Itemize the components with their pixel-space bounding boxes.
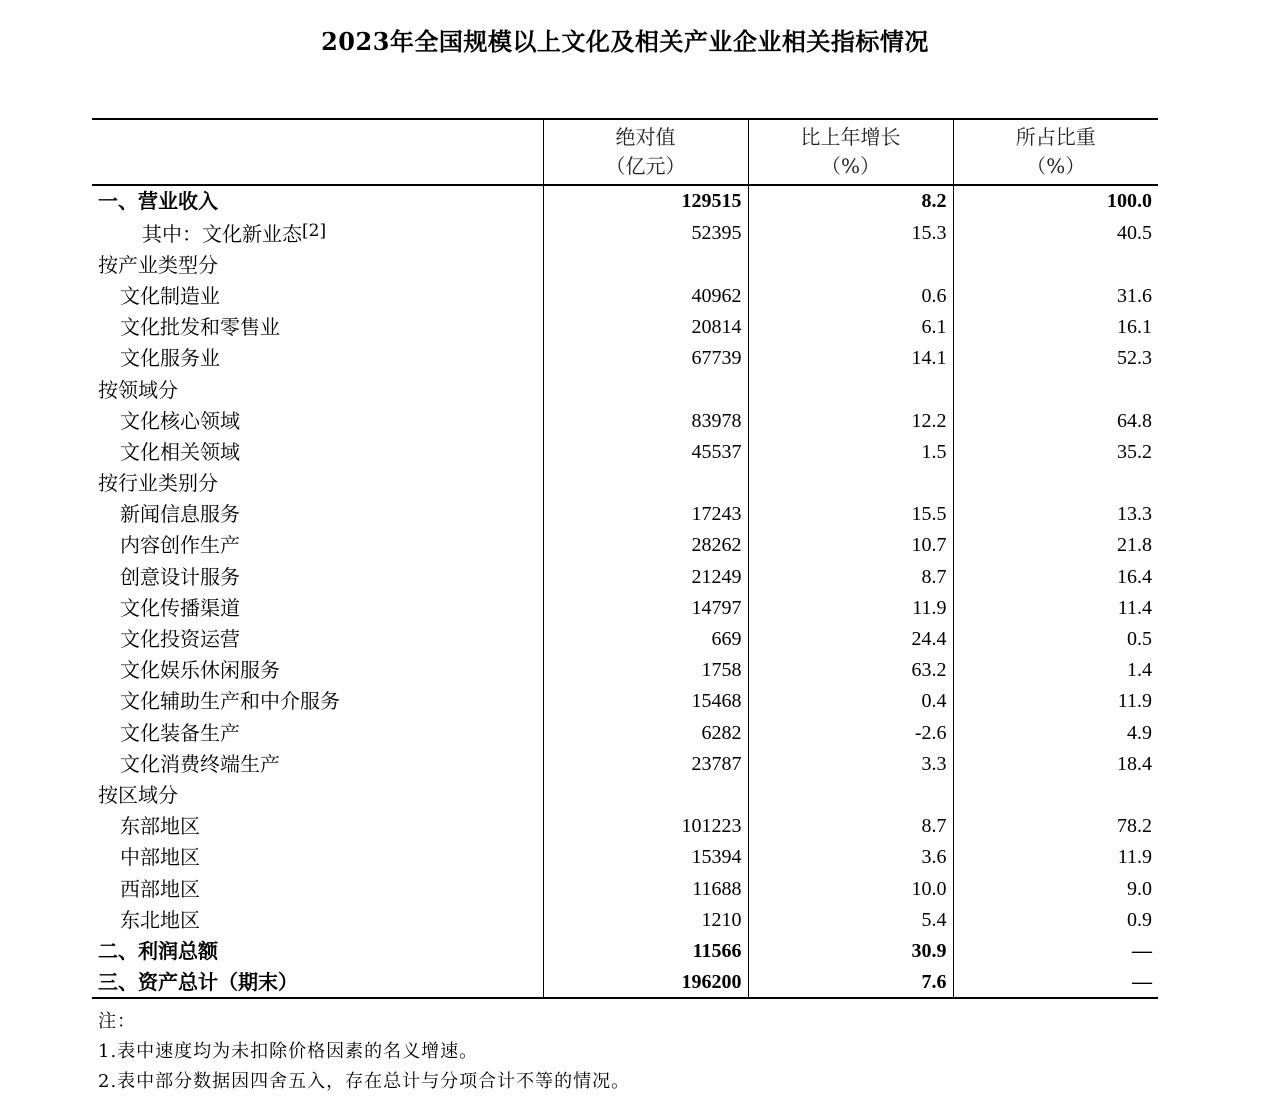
- share-cell: 16.1: [953, 312, 1158, 343]
- row-label-text: 新闻信息服务: [120, 502, 240, 527]
- row-label: [92, 405, 543, 436]
- row-label-text: 文化相关领域: [120, 439, 240, 464]
- footnote-heading: 注：: [98, 1011, 136, 1032]
- row-label: [92, 842, 543, 873]
- absolute-value-cell: [543, 374, 748, 405]
- absolute-value-cell: 129515: [543, 185, 748, 216]
- growth-cell: 30.9: [748, 935, 953, 966]
- table-row: [92, 748, 1158, 779]
- absolute-value-cell: 28262: [543, 530, 748, 561]
- absolute-value-cell: 101223: [543, 811, 748, 842]
- table-row: [92, 592, 1158, 623]
- growth-cell: 8.7: [748, 811, 953, 842]
- row-label-text: 其中：文化新业态: [142, 222, 302, 247]
- row-label-text: 创意设计服务: [120, 564, 240, 589]
- growth-cell: [748, 468, 953, 499]
- row-label: [92, 748, 543, 779]
- growth-cell: 3.3: [748, 748, 953, 779]
- absolute-value-cell: 52395: [543, 216, 748, 249]
- share-cell: 40.5: [953, 216, 1158, 249]
- indicator-table: [92, 118, 1158, 999]
- absolute-value-cell: 21249: [543, 561, 748, 592]
- growth-cell: 1.5: [748, 436, 953, 467]
- share-cell: 21.8: [953, 530, 1158, 561]
- row-label-text: 内容创作生产: [120, 533, 240, 558]
- growth-cell: 14.1: [748, 343, 953, 374]
- absolute-value-cell: 20814: [543, 312, 748, 343]
- row-label: [92, 779, 543, 810]
- absolute-value-cell: 196200: [543, 967, 748, 998]
- row-label-text: 一、营业收入: [98, 189, 218, 214]
- share-cell: 11.9: [953, 842, 1158, 873]
- absolute-value-cell: 83978: [543, 405, 748, 436]
- row-label-text: 西部地区: [120, 876, 200, 901]
- table-row: [92, 216, 1158, 249]
- share-cell: 18.4: [953, 748, 1158, 779]
- row-label: [92, 904, 543, 935]
- growth-cell: -2.6: [748, 717, 953, 748]
- share-cell: 13.3: [953, 499, 1158, 530]
- growth-cell: 0.4: [748, 686, 953, 717]
- row-label: [92, 530, 543, 561]
- growth-cell: 10.0: [748, 873, 953, 904]
- table-row: [92, 904, 1158, 935]
- row-label-text: 三、资产总计（期末）: [98, 969, 298, 994]
- share-cell: [953, 468, 1158, 499]
- row-label: [92, 468, 543, 499]
- share-cell: —: [953, 935, 1158, 966]
- table-row: [92, 343, 1158, 374]
- row-label: [92, 935, 543, 966]
- row-label-text: 中部地区: [120, 845, 200, 870]
- absolute-value-cell: 11566: [543, 935, 748, 966]
- growth-cell: 6.1: [748, 312, 953, 343]
- growth-cell: 63.2: [748, 655, 953, 686]
- absolute-value-cell: [543, 249, 748, 280]
- share-cell: —: [953, 967, 1158, 998]
- share-cell: 9.0: [953, 873, 1158, 904]
- footnote-1: 1.表中速度均为未扣除价格因素的名义增速。: [98, 1041, 479, 1062]
- absolute-value-cell: 67739: [543, 343, 748, 374]
- table-row: [92, 623, 1158, 654]
- row-label: [92, 811, 543, 842]
- share-cell: 4.9: [953, 717, 1158, 748]
- table-row: [92, 374, 1158, 405]
- absolute-value-cell: 1758: [543, 655, 748, 686]
- absolute-value-cell: 40962: [543, 280, 748, 311]
- row-label: [92, 280, 543, 311]
- row-label-text: 文化娱乐休闲服务: [120, 658, 280, 683]
- share-cell: 1.4: [953, 655, 1158, 686]
- footnote-reference: [2]: [302, 221, 327, 242]
- header-growth: 比上年增长 （%）: [748, 119, 953, 185]
- share-cell: 11.9: [953, 686, 1158, 717]
- row-label: [92, 343, 543, 374]
- absolute-value-cell: [543, 779, 748, 810]
- share-cell: [953, 779, 1158, 810]
- row-label-text: 文化传播渠道: [120, 595, 240, 620]
- table-row: [92, 935, 1158, 966]
- absolute-value-cell: 45537: [543, 436, 748, 467]
- growth-cell: 5.4: [748, 904, 953, 935]
- row-label-text: 按产业类型分: [98, 252, 218, 277]
- row-label: [92, 374, 543, 405]
- row-label: [92, 717, 543, 748]
- row-label-text: 东北地区: [120, 907, 200, 932]
- row-label: [92, 967, 543, 998]
- table-row: [92, 499, 1158, 530]
- absolute-value-cell: 23787: [543, 748, 748, 779]
- row-label-text: 文化辅助生产和中介服务: [120, 689, 340, 714]
- growth-cell: 8.2: [748, 185, 953, 216]
- table-row: [92, 530, 1158, 561]
- row-label-text: 按行业类别分: [98, 471, 218, 496]
- table-row: [92, 686, 1158, 717]
- row-label-text: 文化装备生产: [120, 720, 240, 745]
- growth-cell: 11.9: [748, 592, 953, 623]
- row-label: [92, 561, 543, 592]
- share-cell: 35.2: [953, 436, 1158, 467]
- table-row: [92, 312, 1158, 343]
- row-label-text: 二、利润总额: [98, 938, 218, 963]
- growth-cell: 15.5: [748, 499, 953, 530]
- table-row: [92, 436, 1158, 467]
- absolute-value-cell: 11688: [543, 873, 748, 904]
- row-label: [92, 655, 543, 686]
- page-title: 2023年全国规模以上文化及相关产业企业相关指标情况: [321, 27, 929, 56]
- growth-cell: [748, 779, 953, 810]
- share-cell: [953, 249, 1158, 280]
- row-label: [92, 686, 543, 717]
- table-row: [92, 405, 1158, 436]
- growth-cell: 24.4: [748, 623, 953, 654]
- header-label-column: [92, 119, 543, 185]
- share-cell: 100.0: [953, 185, 1158, 216]
- growth-cell: 8.7: [748, 561, 953, 592]
- row-label-text: 文化投资运营: [120, 627, 240, 652]
- table-header: [92, 119, 1158, 185]
- absolute-value-cell: 15394: [543, 842, 748, 873]
- row-label-text: 文化核心领域: [120, 408, 240, 433]
- table-row: [92, 280, 1158, 311]
- share-cell: 11.4: [953, 592, 1158, 623]
- row-label: [92, 623, 543, 654]
- row-label-text: 文化批发和零售业: [120, 315, 280, 340]
- table-row: [92, 842, 1158, 873]
- table-row: [92, 779, 1158, 810]
- table-row: [92, 655, 1158, 686]
- table-row: [92, 185, 1158, 216]
- share-cell: 0.5: [953, 623, 1158, 654]
- absolute-value-cell: 14797: [543, 592, 748, 623]
- row-label-text: 文化消费终端生产: [120, 751, 280, 776]
- row-label-text: 按领域分: [98, 377, 178, 402]
- row-label-text: 按区域分: [98, 782, 178, 807]
- share-cell: 52.3: [953, 343, 1158, 374]
- absolute-value-cell: 17243: [543, 499, 748, 530]
- growth-cell: 7.6: [748, 967, 953, 998]
- footnote-2: 2.表中部分数据因四舍五入，存在总计与分项合计不等的情况。: [98, 1071, 631, 1092]
- row-label: [92, 436, 543, 467]
- share-cell: 64.8: [953, 405, 1158, 436]
- table-row: [92, 967, 1158, 998]
- row-label: [92, 312, 543, 343]
- row-label: [92, 185, 543, 216]
- row-label: [92, 873, 543, 904]
- row-label-text: 东部地区: [120, 814, 200, 839]
- share-cell: 16.4: [953, 561, 1158, 592]
- growth-cell: 10.7: [748, 530, 953, 561]
- row-label-text: 文化服务业: [120, 346, 220, 371]
- share-cell: 78.2: [953, 811, 1158, 842]
- absolute-value-cell: [543, 468, 748, 499]
- absolute-value-cell: 6282: [543, 717, 748, 748]
- row-label: [92, 249, 543, 280]
- absolute-value-cell: 1210: [543, 904, 748, 935]
- table-row: [92, 468, 1158, 499]
- row-label: [92, 499, 543, 530]
- footnotes: [98, 1007, 630, 1097]
- growth-cell: [748, 249, 953, 280]
- table-row: [92, 717, 1158, 748]
- table-body: [92, 185, 1158, 998]
- row-label: [92, 592, 543, 623]
- table-row: [92, 873, 1158, 904]
- table-row: [92, 561, 1158, 592]
- share-cell: 0.9: [953, 904, 1158, 935]
- growth-cell: 3.6: [748, 842, 953, 873]
- growth-cell: 15.3: [748, 216, 953, 249]
- table-row: [92, 249, 1158, 280]
- growth-cell: 12.2: [748, 405, 953, 436]
- header-absolute-value: 绝对值 （亿元）: [543, 119, 748, 185]
- row-label: [92, 216, 543, 249]
- absolute-value-cell: 15468: [543, 686, 748, 717]
- growth-cell: [748, 374, 953, 405]
- share-cell: [953, 374, 1158, 405]
- absolute-value-cell: 669: [543, 623, 748, 654]
- table-row: [92, 811, 1158, 842]
- share-cell: 31.6: [953, 280, 1158, 311]
- row-label-text: 文化制造业: [120, 283, 220, 308]
- header-share: 所占比重 （%）: [953, 119, 1158, 185]
- growth-cell: 0.6: [748, 280, 953, 311]
